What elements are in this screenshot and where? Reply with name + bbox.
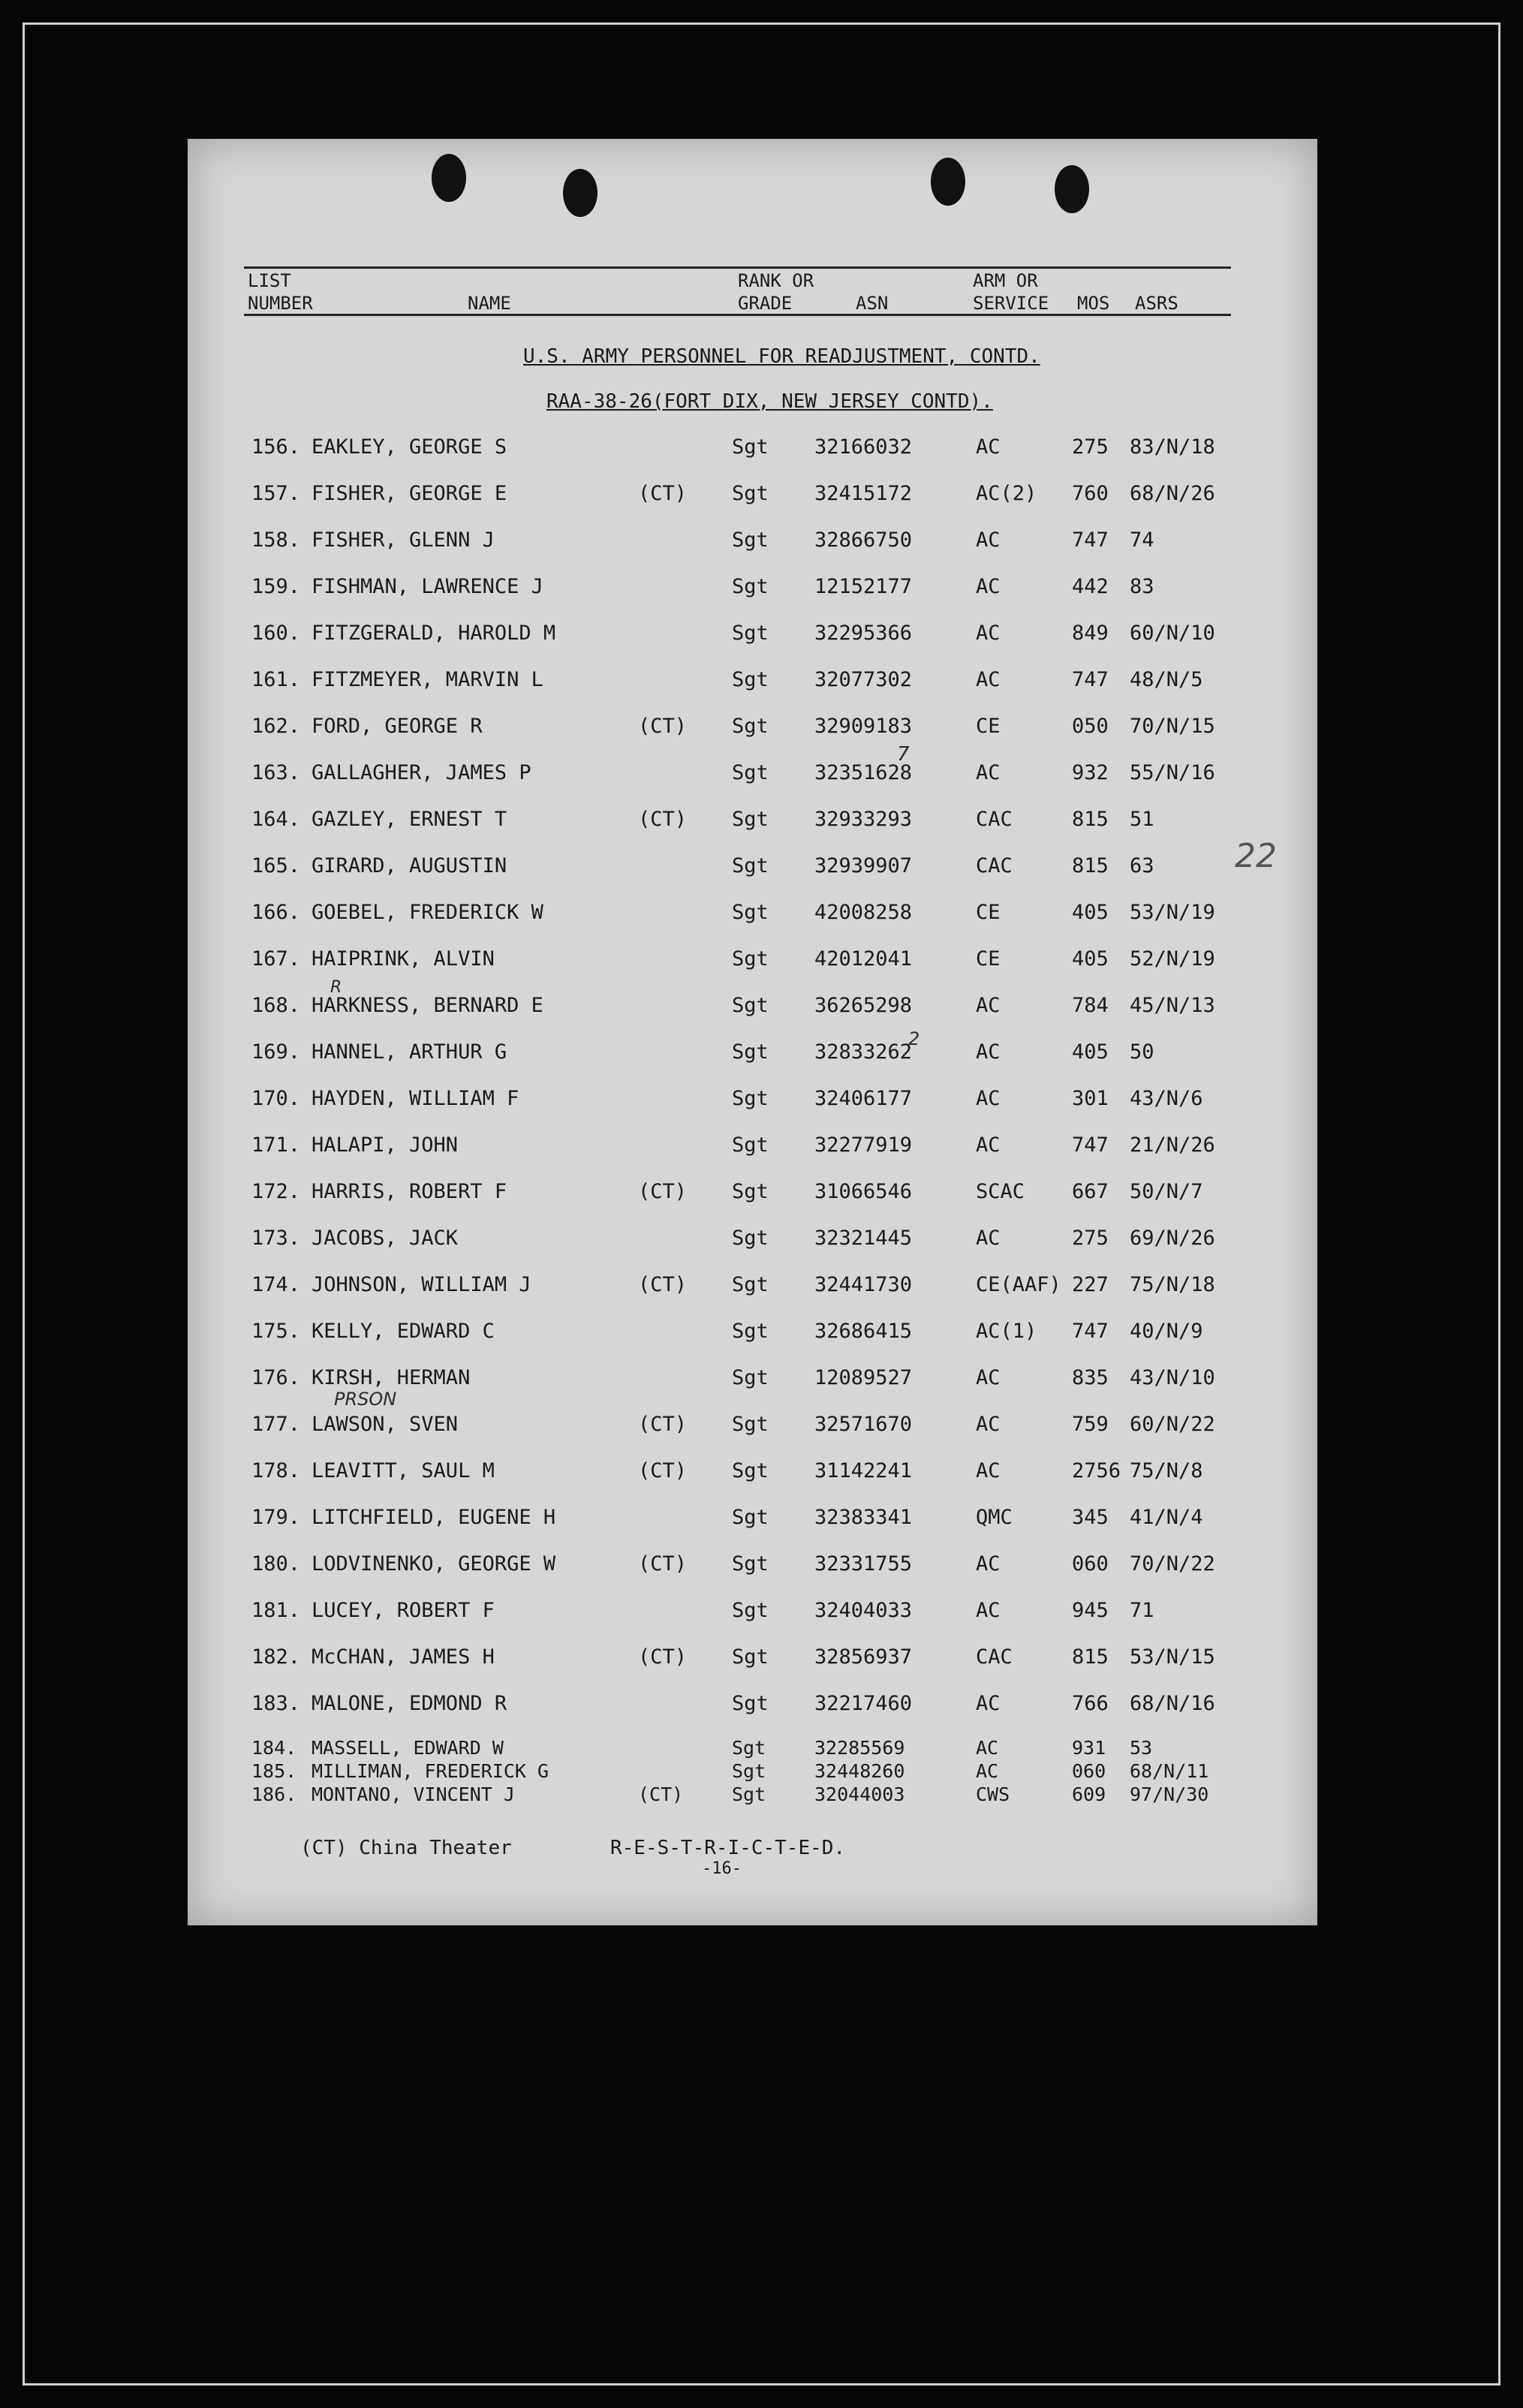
person-name: FISHER, GLENN J [312,528,495,552]
mos-code: 060 [1072,1552,1109,1576]
table-row [188,808,1317,838]
asrs-score: 50 [1130,1040,1154,1064]
mos-code: 405 [1072,901,1109,924]
rank-grade: Sgt [732,1783,766,1805]
mos-code: 301 [1072,1087,1109,1110]
punch-hole [1055,165,1089,213]
arm-service: AC [976,668,1001,691]
serial-number: 32404033 [814,1599,913,1622]
rank-grade: Sgt [732,947,769,971]
arm-service: AC [976,1040,1001,1064]
person-name: LEAVITT, SAUL M [312,1459,495,1482]
header-name: NAME [468,293,511,314]
table-row [188,575,1317,605]
asrs-score: 70/N/15 [1130,715,1215,738]
serial-number: 32044003 [814,1783,905,1805]
header-arm-2: SERVICE [973,293,1049,314]
handwritten-correction: PRSON [334,1389,397,1410]
table-row [188,482,1317,512]
punch-hole [432,154,466,202]
serial-number: 36265298 [814,994,913,1017]
rank-grade: Sgt [732,1366,769,1389]
rank-grade: Sgt [732,528,769,552]
list-number: 172. [251,1180,301,1203]
person-name: FISHER, GEORGE E [312,482,507,505]
asrs-score: 68/N/11 [1130,1760,1209,1782]
arm-service: AC [976,435,1001,459]
rank-grade: Sgt [732,482,769,505]
mos-code: 609 [1072,1783,1106,1805]
arm-service: AC [976,761,1001,784]
serial-number: 32448260 [814,1760,905,1782]
table-row [188,715,1317,745]
header-rule-top [244,266,1231,269]
table-row [188,435,1317,465]
person-name: FITZGERALD, HAROLD M [312,622,556,645]
list-number: 178. [251,1459,301,1482]
table-row [188,1040,1317,1070]
table-row [188,947,1317,977]
list-number: 163. [251,761,301,784]
arm-service: CAC [976,1645,1013,1669]
rank-grade: Sgt [732,1737,766,1759]
mos-code: 227 [1072,1273,1109,1296]
person-name: FORD, GEORGE R [312,715,483,738]
mos-code: 747 [1072,528,1109,552]
header-asrs: ASRS [1135,293,1178,314]
arm-service: AC [976,622,1001,645]
table-row [188,622,1317,652]
arm-service: AC [976,1737,999,1759]
arm-service: CAC [976,854,1013,877]
mos-code: 815 [1072,854,1109,877]
person-name: GIRARD, AUGUSTIN [312,854,507,877]
header-mos: MOS [1077,293,1110,314]
mos-code: 050 [1072,715,1109,738]
list-number: 179. [251,1506,301,1529]
asrs-score: 74 [1130,528,1154,552]
mos-code: 815 [1072,1645,1109,1669]
asrs-score: 68/N/26 [1130,482,1215,505]
header-asn: ASN [856,293,889,314]
footer-legend: (CT) China Theater [300,1837,512,1859]
frame-border-bottom [23,2383,1500,2385]
mos-code: 932 [1072,761,1109,784]
mos-code: 747 [1072,1133,1109,1157]
mos-code: 747 [1072,668,1109,691]
person-name: LODVINENKO, GEORGE W [312,1552,556,1576]
mos-code: 2756 [1072,1459,1121,1482]
person-name: MILLIMAN, FREDERICK G [312,1760,549,1782]
serial-number: 32833262 [814,1040,913,1064]
serial-number: 32077302 [814,668,913,691]
person-name: EAKLEY, GEORGE S [312,435,507,459]
serial-number: 32909183 [814,715,913,738]
serial-number: 31142241 [814,1459,913,1482]
person-name: HALAPI, JOHN [312,1133,459,1157]
serial-number: 32686415 [814,1320,913,1343]
rank-grade: Sgt [732,1087,769,1110]
asrs-score: 69/N/26 [1130,1227,1215,1250]
mos-code: 835 [1072,1366,1109,1389]
person-name: GOEBEL, FREDERICK W [312,901,543,924]
table-row [188,854,1317,884]
asrs-score: 68/N/16 [1130,1692,1215,1715]
person-name: LITCHFIELD, EUGENE H [312,1506,556,1529]
table-row [188,1087,1317,1117]
asrs-score: 63 [1130,854,1154,877]
arm-service: QMC [976,1506,1013,1529]
frame-border-right [1498,23,1500,2385]
asrs-score: 83/N/18 [1130,435,1215,459]
theater-flag: (CT) [638,1459,688,1482]
theater-flag: (CT) [638,1180,688,1203]
arm-service: CE [976,715,1001,738]
person-name: MALONE, EDMOND R [312,1692,507,1715]
arm-service: CE [976,901,1001,924]
rank-grade: Sgt [732,1040,769,1064]
rank-grade: Sgt [732,761,769,784]
document-title: U.S. ARMY PERSONNEL FOR READJUSTMENT, CONTD. [523,345,1040,368]
asrs-score: 75/N/18 [1130,1273,1215,1296]
person-name: HANNEL, ARTHUR G [312,1040,507,1064]
header-rank-2: GRADE [738,293,793,314]
serial-number: 32351628 [814,761,913,784]
serial-number: 42008258 [814,901,913,924]
arm-service: CAC [976,808,1013,831]
list-number: 177. [251,1413,301,1436]
table-row [188,1645,1317,1675]
list-number: 158. [251,528,301,552]
mos-code: 442 [1072,575,1109,598]
table-row [188,528,1317,558]
serial-number: 32217460 [814,1692,913,1715]
table-row [188,1133,1317,1163]
header-arm-1: ARM OR [973,270,1038,291]
rank-grade: Sgt [732,1692,769,1715]
person-name: JACOBS, JACK [312,1227,459,1250]
header-list-number-2: NUMBER [248,293,313,314]
person-name: LAWSON, SVEN [312,1413,459,1436]
asrs-score: 97/N/30 [1130,1783,1209,1805]
table-row [188,1692,1317,1722]
arm-service: CWS [976,1783,1010,1805]
header-rule-bottom [244,314,1231,316]
rank-grade: Sgt [732,1459,769,1482]
serial-number: 32441730 [814,1273,913,1296]
mos-code: 275 [1072,1227,1109,1250]
list-number: 165. [251,854,301,877]
person-name: LUCEY, ROBERT F [312,1599,495,1622]
asrs-score: 48/N/5 [1130,668,1203,691]
theater-flag: (CT) [638,808,688,831]
serial-number: 32415172 [814,482,913,505]
document-page [188,139,1317,1925]
asrs-score: 60/N/22 [1130,1413,1215,1436]
arm-service: AC [976,1227,1001,1250]
serial-number: 32321445 [814,1227,913,1250]
list-number: 180. [251,1552,301,1576]
list-number: 164. [251,808,301,831]
arm-service: AC [976,1599,1001,1622]
mos-code: 667 [1072,1180,1109,1203]
list-number: 174. [251,1273,301,1296]
serial-number: 32277919 [814,1133,913,1157]
serial-number: 32331755 [814,1552,913,1576]
serial-number: 32571670 [814,1413,913,1436]
serial-number: 32866750 [814,528,913,552]
list-number: 171. [251,1133,301,1157]
list-number: 186. [251,1783,297,1805]
handwritten-correction: R [330,978,342,997]
list-number: 162. [251,715,301,738]
serial-number: 32383341 [814,1506,913,1529]
table-row [188,1783,1317,1814]
serial-number: 32933293 [814,808,913,831]
rank-grade: Sgt [732,668,769,691]
person-name: HAIPRINK, ALVIN [312,947,495,971]
arm-service: AC [976,1552,1001,1576]
document-subtitle: RAA-38-26(FORT DIX, NEW JERSEY CONTD). [546,390,993,413]
person-name: FISHMAN, LAWRENCE J [312,575,543,598]
table-row [188,1506,1317,1536]
table-row [188,1599,1317,1629]
arm-service: AC [976,1413,1001,1436]
footer-restricted: R-E-S-T-R-I-C-T-E-D. [610,1837,846,1859]
mos-code: 766 [1072,1692,1109,1715]
frame-border-top [23,23,1500,25]
punch-hole [563,169,597,217]
list-number: 170. [251,1087,301,1110]
theater-flag: (CT) [638,1413,688,1436]
asrs-score: 21/N/26 [1130,1133,1215,1157]
arm-service: AC [976,1692,1001,1715]
list-number: 157. [251,482,301,505]
table-row [188,1459,1317,1489]
serial-number: 12152177 [814,575,913,598]
mos-code: 815 [1072,808,1109,831]
mos-code: 849 [1072,622,1109,645]
theater-flag: (CT) [638,1273,688,1296]
person-name: GALLAGHER, JAMES P [312,761,531,784]
table-row [188,761,1317,791]
mos-code: 760 [1072,482,1109,505]
rank-grade: Sgt [732,1273,769,1296]
asrs-score: 52/N/19 [1130,947,1215,971]
rank-grade: Sgt [732,1552,769,1576]
asrs-score: 40/N/9 [1130,1320,1203,1343]
person-name: MASSELL, EDWARD W [312,1737,504,1759]
arm-service: AC(2) [976,482,1037,505]
person-name: JOHNSON, WILLIAM J [312,1273,531,1296]
asrs-score: 43/N/6 [1130,1087,1203,1110]
mos-code: 747 [1072,1320,1109,1343]
mos-code: 931 [1072,1737,1106,1759]
theater-flag: (CT) [638,1552,688,1576]
asrs-score: 53 [1130,1737,1153,1759]
handwritten-correction: 7 [897,743,910,766]
mos-code: 784 [1072,994,1109,1017]
asrs-score: 50/N/7 [1130,1180,1203,1203]
rank-grade: Sgt [732,1413,769,1436]
table-row [188,901,1317,931]
rank-grade: Sgt [732,1506,769,1529]
arm-service: SCAC [976,1180,1025,1203]
asrs-score: 45/N/13 [1130,994,1215,1017]
mos-code: 060 [1072,1760,1106,1782]
mos-code: 405 [1072,947,1109,971]
table-row [188,994,1317,1024]
rank-grade: Sgt [732,622,769,645]
arm-service: AC [976,528,1001,552]
asrs-score: 51 [1130,808,1154,831]
asrs-score: 53/N/19 [1130,901,1215,924]
table-row [188,1320,1317,1350]
list-number: 183. [251,1692,301,1715]
theater-flag: (CT) [638,1645,688,1669]
frame-border-left [23,23,25,2385]
person-name: HARKNESS, BERNARD E [312,994,543,1017]
rank-grade: Sgt [732,994,769,1017]
arm-service: AC [976,994,1001,1017]
rank-grade: Sgt [732,1760,766,1782]
theater-flag: (CT) [638,715,688,738]
serial-number: 32406177 [814,1087,913,1110]
person-name: GAZLEY, ERNEST T [312,808,507,831]
serial-number: 32295366 [814,622,913,645]
header-list-number-1: LIST [248,270,291,291]
rank-grade: Sgt [732,1133,769,1157]
mos-code: 275 [1072,435,1109,459]
asrs-score: 53/N/15 [1130,1645,1215,1669]
serial-number: 42012041 [814,947,913,971]
punch-hole [931,158,965,206]
arm-service: AC [976,1087,1001,1110]
list-number: 168. [251,994,301,1017]
rank-grade: Sgt [732,1599,769,1622]
mos-code: 405 [1072,1040,1109,1064]
mos-code: 345 [1072,1506,1109,1529]
list-number: 181. [251,1599,301,1622]
list-number: 184. [251,1737,297,1759]
list-number: 166. [251,901,301,924]
arm-service: AC(1) [976,1320,1037,1343]
rank-grade: Sgt [732,715,769,738]
header-rank-1: RANK OR [738,270,814,291]
list-number: 185. [251,1760,297,1782]
arm-service: AC [976,1459,1001,1482]
asrs-score: 70/N/22 [1130,1552,1215,1576]
margin-page-number: 22 [1235,837,1277,875]
arm-service: AC [976,575,1001,598]
table-row [188,1273,1317,1303]
asrs-score: 75/N/8 [1130,1459,1203,1482]
handwritten-correction: 2 [908,1028,920,1049]
list-number: 156. [251,435,301,459]
asrs-score: 55/N/16 [1130,761,1215,784]
arm-service: AC [976,1366,1001,1389]
asrs-score: 83 [1130,575,1154,598]
table-row [188,1552,1317,1582]
rank-grade: Sgt [732,1320,769,1343]
list-number: 160. [251,622,301,645]
list-number: 175. [251,1320,301,1343]
table-row [188,1180,1317,1210]
footer-page-number: -16- [702,1859,742,1878]
table-row [188,1227,1317,1257]
asrs-score: 60/N/10 [1130,622,1215,645]
serial-number: 32285569 [814,1737,905,1759]
person-name: KIRSH, HERMAN [312,1366,471,1389]
arm-service: CE(AAF) [976,1273,1061,1296]
person-name: McCHAN, JAMES H [312,1645,495,1669]
mos-code: 945 [1072,1599,1109,1622]
table-row [188,1413,1317,1443]
list-number: 182. [251,1645,301,1669]
person-name: HARRIS, ROBERT F [312,1180,507,1203]
arm-service: CE [976,947,1001,971]
list-number: 169. [251,1040,301,1064]
rank-grade: Sgt [732,901,769,924]
person-name: FITZMEYER, MARVIN L [312,668,543,691]
list-number: 167. [251,947,301,971]
person-name: MONTANO, VINCENT J [312,1783,515,1805]
asrs-score: 41/N/4 [1130,1506,1203,1529]
rank-grade: Sgt [732,854,769,877]
rank-grade: Sgt [732,1645,769,1669]
rank-grade: Sgt [732,808,769,831]
serial-number: 12089527 [814,1366,913,1389]
asrs-score: 43/N/10 [1130,1366,1215,1389]
list-number: 159. [251,575,301,598]
rank-grade: Sgt [732,575,769,598]
table-row [188,668,1317,698]
rank-grade: Sgt [732,1180,769,1203]
asrs-score: 71 [1130,1599,1154,1622]
list-number: 176. [251,1366,301,1389]
list-number: 173. [251,1227,301,1250]
rank-grade: Sgt [732,435,769,459]
person-name: HAYDEN, WILLIAM F [312,1087,519,1110]
theater-flag: (CT) [638,482,688,505]
mos-code: 759 [1072,1413,1109,1436]
serial-number: 32166032 [814,435,913,459]
serial-number: 32856937 [814,1645,913,1669]
serial-number: 31066546 [814,1180,913,1203]
list-number: 161. [251,668,301,691]
rank-grade: Sgt [732,1227,769,1250]
theater-flag: (CT) [638,1783,684,1805]
arm-service: AC [976,1760,999,1782]
person-name: KELLY, EDWARD C [312,1320,495,1343]
serial-number: 32939907 [814,854,913,877]
arm-service: AC [976,1133,1001,1157]
